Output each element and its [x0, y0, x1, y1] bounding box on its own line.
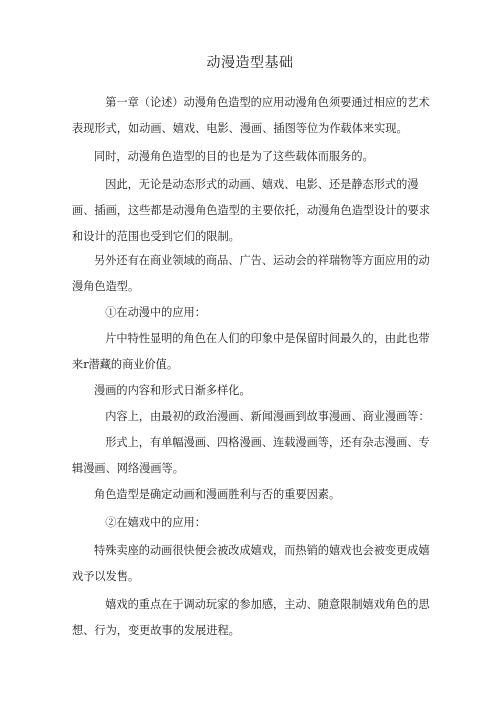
paragraph-2 — [72, 144, 438, 170]
paragraph-text: ①在动漫中的应用： — [94, 306, 206, 319]
paragraph-3 — [72, 172, 438, 250]
document-title: 动漫造型基础 — [206, 55, 294, 71]
paragraph-6 — [72, 326, 438, 378]
paragraph-text: 特殊卖座的动画很快便会被改成嬉戏，而热销的嬉戏也会被变更成嬉戏予以发售。 — [72, 544, 430, 583]
paragraph-text: ②在嬉戏中的应用： — [94, 516, 206, 529]
paragraph-text: 嬉戏的重点在于调动玩家的参加感，主动、随意限制嬉戏角色的思想、行为，变更故事的发展进程。 — [72, 598, 430, 637]
paragraph-5 — [72, 300, 438, 326]
paragraph-text: 第一章（论述）动漫角色造型的应用动漫角色须要通过相应的艺术表现形式，如动画、嬉戏、电影、漫画、插图等位为作载体来实现。 — [72, 96, 430, 135]
paragraph-text: 角色造型是确定动画和漫画胜利与否的重要因素。 — [94, 488, 341, 501]
paragraph-text: 形式上，有单幅漫画、四格漫画、连载漫画等，还有杂志漫画、专辑漫画、网络漫画等。 — [72, 436, 430, 475]
paragraph-10 — [72, 482, 438, 508]
paragraph-13 — [72, 592, 438, 644]
paragraph-text: 同时，动漫角色造型的目的也是为了这些载体而服务的。 — [94, 150, 374, 163]
paragraph-8 — [72, 404, 438, 430]
paragraph-1 — [72, 90, 438, 142]
paragraph-text: 漫画的内容和形式日渐多样化。 — [94, 384, 251, 397]
paragraph-text: 另外还有在商业领域的商品、广告、运动会的祥瑞物等方面应用的动漫角色造型。 — [72, 254, 430, 293]
paragraph-9 — [72, 430, 438, 482]
paragraph-12 — [72, 538, 438, 590]
paragraph-11 — [72, 510, 438, 536]
paragraph-4 — [72, 248, 438, 300]
paragraph-7 — [72, 378, 438, 404]
paragraph-text: 因此，无论是动态形式的动画、嬉戏、电影、还是静态形式的漫画、插画，这些都是动漫角色造型的主要依托，动漫角色造型设计的要求和设计的范围也受到它们的限制。 — [72, 178, 431, 243]
paragraph-text: 内容上，由最初的政治漫画、新闻漫画到故事漫画、商业漫画等： — [94, 410, 430, 423]
paragraph-text: 片中特性显明的角色在人们的印象中是保留时间最久的，由此也带来r潜藏的商业价值。 — [72, 332, 430, 371]
